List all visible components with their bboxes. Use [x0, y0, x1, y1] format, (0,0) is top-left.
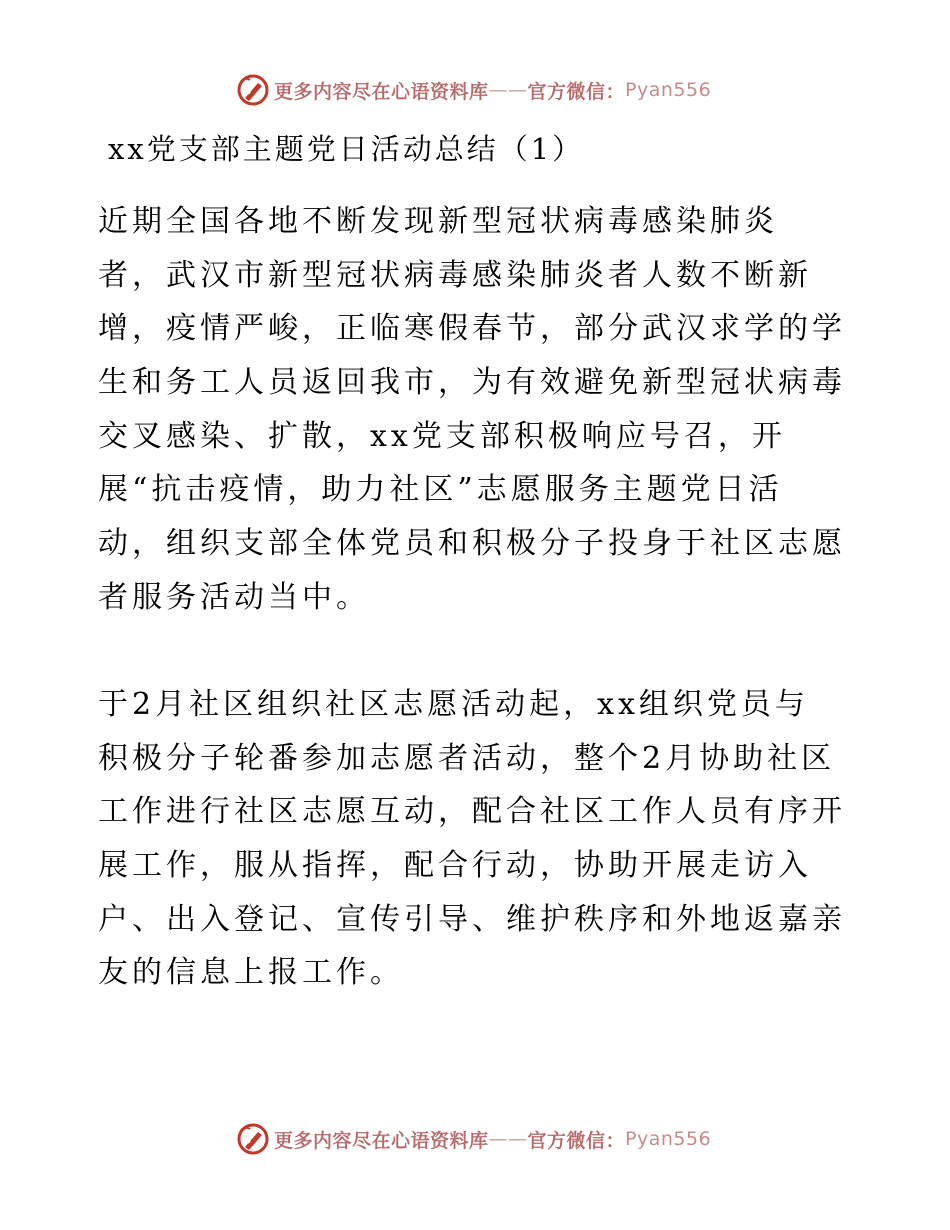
banner-wechat-id: Pyan556: [625, 1128, 712, 1150]
banner-main-text: 更多内容尽在心语资料库: [274, 1129, 489, 1152]
paragraph-line: 增，疫情严峻，正临寒假春节，部分武汉求学的学: [98, 311, 846, 347]
banner-dash: ——: [488, 1128, 528, 1150]
paragraph-line: 户、出入登记、宣传引导、维护秩序和外地返嘉亲: [98, 901, 846, 937]
paragraph-line: 交叉感染、扩散，xx党支部积极响应号召，开: [98, 418, 786, 454]
document-title: xx党支部主题党日活动总结（1）: [108, 132, 585, 166]
paragraph-line: 友的信息上报工作。: [98, 955, 404, 991]
banner-wechat-label: 官方微信：: [527, 1129, 626, 1152]
body-paragraph-1: [98, 195, 858, 625]
paragraph-line: 展“抗击疫情，助力社区”志愿服务主题党日活: [98, 472, 783, 508]
paragraph-line: 于2月社区组织社区志愿活动起，xx组织党员与: [98, 687, 809, 722]
footer-banner: [236, 1121, 711, 1157]
paragraph-line: 生和务工人员返回我市，为有效避免新型冠状病毒: [98, 365, 846, 401]
banner-dash: ——: [488, 79, 528, 101]
header-banner: [236, 72, 711, 108]
paragraph-line: 积极分子轮番参加志愿者活动，整个2月协助社区: [98, 740, 836, 776]
body-paragraph-2: [98, 678, 858, 1000]
pen-seal-logo-icon: [236, 73, 270, 107]
paragraph-line: 者，武汉市新型冠状病毒感染肺炎者人数不断新: [98, 257, 812, 293]
pen-seal-logo-icon: [236, 1122, 270, 1156]
banner-main-text: 更多内容尽在心语资料库: [274, 80, 489, 103]
banner-wechat-id: Pyan556: [625, 79, 712, 101]
banner-wechat-label: 官方微信：: [527, 80, 626, 103]
paragraph-line: 者服务活动当中。: [98, 579, 370, 615]
paragraph-line: 动，组织支部全体党员和积极分子投身于社区志愿: [98, 526, 846, 562]
paragraph-line: 工作进行社区志愿互动，配合社区工作人员有序开: [98, 794, 846, 830]
paragraph-line: 展工作，服从指挥，配合行动，协助开展走访入: [98, 848, 812, 884]
paragraph-line: 近期全国各地不断发现新型冠状病毒感染肺炎: [98, 204, 778, 239]
